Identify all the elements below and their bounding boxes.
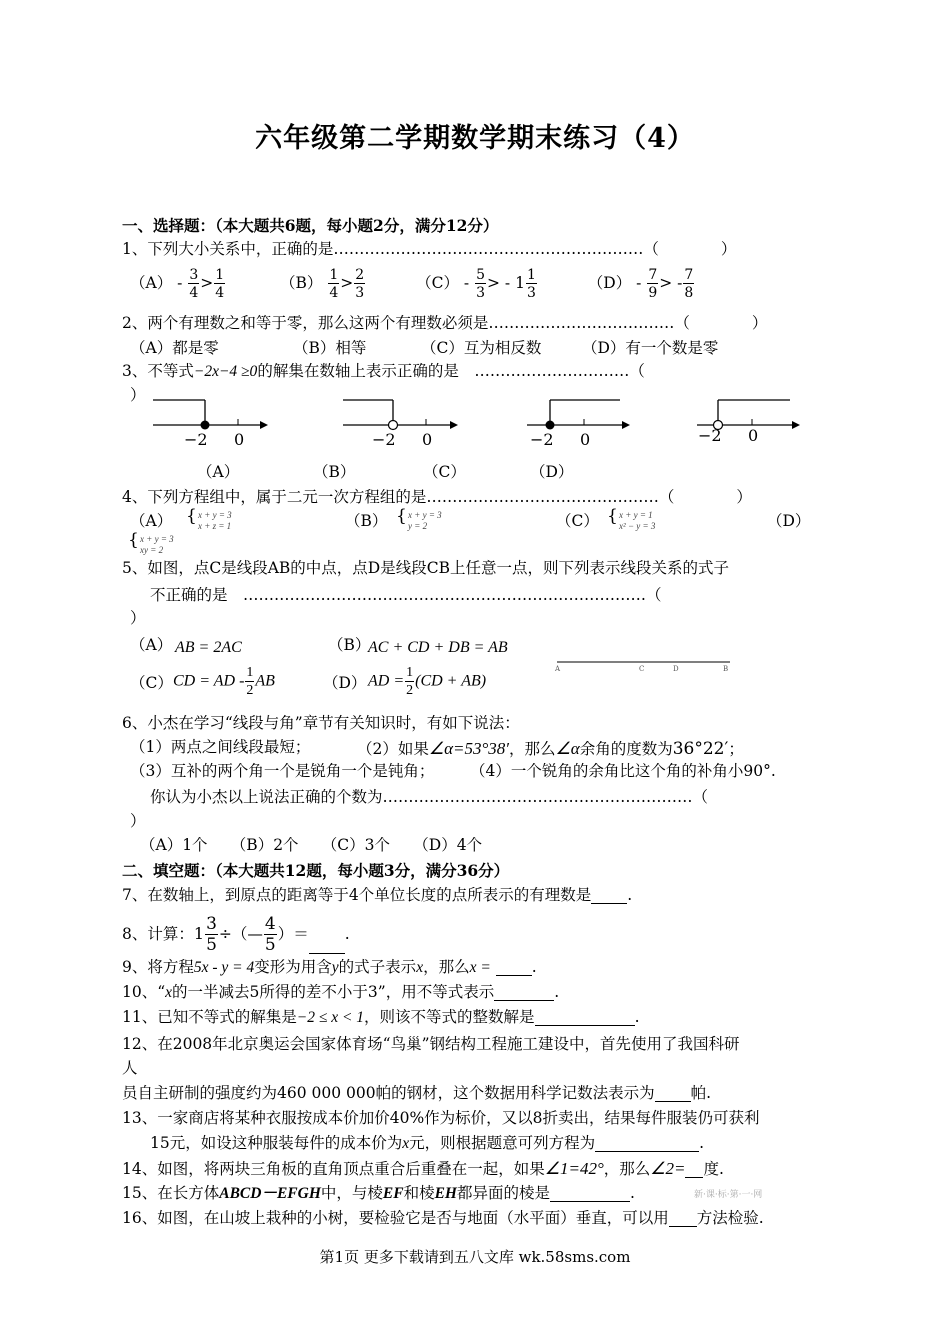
q5-d-expr: AD = $\frac{1}{2}$ (CD + AB) bbox=[368, 665, 487, 698]
q12-line1: 12、在2008年北京奥运会国家体育场“鸟巢”钢结构工程施工建设中，首先使用了我国科研 bbox=[122, 1035, 740, 1053]
q1-b-label: （B） bbox=[280, 274, 323, 292]
q3-numberline-b bbox=[340, 397, 460, 449]
q5-fig-label-d: D bbox=[673, 665, 679, 673]
q12-line2: 人 bbox=[122, 1059, 138, 1077]
q3-label-d: （D） bbox=[530, 463, 574, 481]
q14-answer-blank[interactable] bbox=[685, 1163, 703, 1178]
q4-option-a-label: （A） bbox=[130, 512, 173, 530]
q13-answer-blank[interactable] bbox=[595, 1137, 699, 1152]
q4-sys-d: x + y = 3 xy = 2 bbox=[140, 534, 174, 555]
q15-answer-blank[interactable] bbox=[550, 1187, 630, 1202]
q3-label-a: （A） bbox=[197, 463, 240, 481]
page-title: 六年级第二学期数学期末练习（4） bbox=[255, 123, 695, 154]
q1-c-rel: > - 1 bbox=[487, 274, 525, 292]
q5-segment-figure bbox=[555, 658, 735, 672]
q1-d-frac1: $\frac{7}{9}$ bbox=[648, 267, 658, 301]
q11: 11、已知不等式的解集是−2 ≤ x < 1，则该不等式的整数解是 . bbox=[122, 1008, 640, 1026]
q4-brace-d: { bbox=[128, 530, 139, 550]
q6-stem: 6、小杰在学习“线段与角”章节有关知识时，有如下说法： bbox=[122, 714, 520, 732]
q1-b-rel: > bbox=[340, 274, 354, 292]
q5-c-expr: CD = AD - $\frac{1}{2}$ AB bbox=[173, 665, 275, 698]
q4-option-c-label: （C） bbox=[556, 512, 599, 530]
q5-b-label: （B） bbox=[328, 636, 371, 654]
q9-answer-blank[interactable] bbox=[496, 961, 532, 976]
q1-d-sign: - bbox=[636, 274, 642, 292]
q2-option-a: （A）都是零 bbox=[130, 339, 219, 357]
q1-stem: 1、下列大小关系中，正确的是……………………………………………………（ ） bbox=[122, 240, 737, 258]
q5-b-expr: AC + CD + DB = AB bbox=[368, 639, 508, 656]
q3-a-tick-zero: 0 bbox=[234, 430, 245, 449]
q14: 14、如图，将两块三角板的直角顶点重合后重叠在一起，如果∠1=42°，那么∠2= 度. bbox=[122, 1159, 724, 1178]
q13-line2: 15元，如设这种服装每件的成本价为x元，则根据题意可列方程为 . bbox=[150, 1134, 705, 1152]
q1-a-rel: > bbox=[200, 274, 214, 292]
q6-options: （A）1个 （B）2个 （C）3个 （D）4个 bbox=[140, 836, 483, 854]
section2-heading: 二、填空题：（本大题共12题，每小题3分，满分36分） bbox=[122, 861, 510, 880]
q5-a-label: （A） bbox=[130, 636, 173, 654]
q6-statement-4: （4）一个锐角的余角比这个角的补角小90°. bbox=[470, 762, 776, 780]
q7: 7、在数轴上，到原点的距离等于4个单位长度的点所表示的有理数是 . bbox=[122, 886, 633, 904]
q5-stem-1: 5、如图，点C是线段AB的中点，点D是线段CB上任意一点，则下列表示线段关系的式子 bbox=[122, 559, 729, 577]
q3-label-b: （B） bbox=[313, 463, 356, 481]
q5-c-label: （C） bbox=[130, 674, 173, 692]
q13-line1: 13、一家商店将某种衣服按成本价加价40%作为标价，又以8折卖出，结果每件服装仍可获利 bbox=[122, 1109, 760, 1127]
q8-frac2: $\frac{4}{5}$ bbox=[264, 914, 276, 955]
q8-frac1: $\frac{3}{5}$ bbox=[206, 914, 217, 955]
q6-statement-3: （3）互补的两个角一个是锐角一个是钝角； bbox=[130, 762, 435, 780]
q1-d-label: （D） bbox=[587, 274, 632, 292]
q1-options bbox=[130, 268, 695, 300]
q5-d-label: （D） bbox=[323, 674, 367, 692]
q1-c-label: （C） bbox=[416, 274, 459, 292]
q6-ask: 你认为小杰以上说法正确的个数为……………………………………………………（ bbox=[150, 788, 709, 806]
q4-stem: 4、下列方程组中，属于二元一次方程组的是………………………………………（ ） bbox=[122, 488, 752, 506]
q3-close-paren: ） bbox=[130, 386, 146, 404]
q3-label-c: （C） bbox=[423, 463, 466, 481]
q6-statement-1: （1）两点之间线段最短； bbox=[130, 738, 311, 756]
watermark: 新·课·标·第·一·网 bbox=[694, 1190, 763, 1200]
q3-expr: −2x−4 ≥0 bbox=[193, 363, 258, 380]
q4-brace-b: { bbox=[396, 506, 407, 526]
q3-a-tick-neg: −2 bbox=[184, 430, 208, 449]
q1-b-frac2: $\frac{2}{3}$ bbox=[355, 267, 365, 301]
q1-c-frac1: $\frac{5}{3}$ bbox=[476, 267, 486, 301]
q15: 15、在长方体ABCD－EFGH中，与棱EF和棱EH都异面的棱是 . bbox=[122, 1184, 635, 1202]
q5-c-frac: $\frac{1}{2}$ bbox=[246, 665, 254, 698]
q1-a-frac1: $\frac{3}{4}$ bbox=[189, 267, 199, 301]
q8-answer-blank[interactable] bbox=[309, 939, 345, 954]
q5-fig-label-c: C bbox=[639, 665, 645, 673]
q3-b-tick-neg: −2 bbox=[372, 430, 396, 449]
q4-option-b-label: （B） bbox=[345, 512, 388, 530]
q2-option-c: （C）互为相反数 bbox=[421, 339, 542, 357]
q5-close-paren: ） bbox=[130, 609, 146, 627]
q3-numberline-a bbox=[150, 397, 270, 449]
q1-d-frac2: $\frac{7}{8}$ bbox=[684, 267, 694, 301]
q5-stem-2: 不正确的是 ……………………………………………………………………（ bbox=[150, 586, 662, 604]
q16-answer-blank[interactable] bbox=[669, 1212, 697, 1227]
q4-brace-a: { bbox=[186, 506, 197, 526]
q7-answer-blank[interactable] bbox=[591, 889, 627, 904]
q2-option-b: （B）相等 bbox=[293, 339, 367, 357]
q1-d-rel: > - bbox=[659, 274, 683, 292]
page-footer: 第1页 更多下载请到五八文库 wk.58sms.com bbox=[319, 1248, 631, 1266]
q4-brace-c: { bbox=[607, 506, 618, 526]
q5-fig-label-b: B bbox=[723, 665, 729, 673]
q6-close-paren: ） bbox=[130, 812, 146, 830]
q2-stem: 2、两个有理数之和等于零，那么这两个有理数必须是………………………………（ ） bbox=[122, 314, 768, 332]
q4-option-d-label: （D） bbox=[767, 512, 811, 530]
q2-option-d: （D）有一个数是零 bbox=[582, 339, 719, 357]
q3-d-tick-zero: 0 bbox=[748, 426, 759, 445]
q1-a-sign: - bbox=[177, 274, 183, 292]
q6-statement-2: （2）如果∠α=53°38′，那么∠α余角的度数为36°22′； bbox=[357, 739, 744, 759]
q5-fig-label-a: A bbox=[555, 665, 561, 673]
q3-b-tick-zero: 0 bbox=[422, 430, 433, 449]
q3-c-tick-neg: −2 bbox=[530, 430, 554, 449]
q3-d-tick-neg: −2 bbox=[698, 426, 722, 445]
q4-sys-a: x + y = 3 x + z = 1 bbox=[198, 510, 232, 531]
q10: 10、“x的一半减去5所得的差不小于3”，用不等式表示 . bbox=[122, 983, 560, 1001]
q8: 8、计算：1 $\frac{3}{5}$ ÷（— $\frac{4}{5}$ ）＝ . bbox=[122, 914, 350, 955]
q5-a-expr: AB = 2AC bbox=[175, 639, 242, 656]
q12-answer-blank[interactable] bbox=[655, 1087, 691, 1102]
q9: 9、将方程5x - y = 4变形为用含y的式子表示x，那么x = . bbox=[122, 958, 537, 976]
q1-a-label: （A） bbox=[130, 274, 173, 292]
q4-sys-c: x + y = 1 x² − y = 3 bbox=[619, 510, 656, 531]
q10-answer-blank[interactable] bbox=[494, 986, 554, 1001]
q5-d-frac: $\frac{1}{2}$ bbox=[406, 665, 414, 698]
q3-c-tick-zero: 0 bbox=[580, 430, 591, 449]
q1-a-frac2: $\frac{1}{4}$ bbox=[215, 267, 225, 301]
q4-sys-b: x + y = 3 y = 2 bbox=[408, 510, 442, 531]
q3-stem: 3、不等式−2x−4 ≥0的解集在数轴上表示正确的是 …………………………（ bbox=[122, 362, 645, 380]
q12-line3: 员自主研制的强度约为460 000 000帕的钢材，这个数据用科学记数法表示为 帕. bbox=[122, 1084, 712, 1102]
q16: 16、如图，在山坡上栽种的小树，要检验它是否与地面（水平面）垂直，可以用 方法检验. bbox=[122, 1209, 764, 1227]
q11-answer-blank[interactable] bbox=[535, 1011, 635, 1026]
q1-c-frac2: $\frac{1}{3}$ bbox=[526, 267, 536, 301]
q1-c-sign: - bbox=[463, 274, 470, 292]
q1-b-frac1: $\frac{1}{4}$ bbox=[329, 267, 339, 301]
section1-heading: 一、选择题：（本大题共6题，每小题2分，满分12分） bbox=[122, 216, 499, 235]
